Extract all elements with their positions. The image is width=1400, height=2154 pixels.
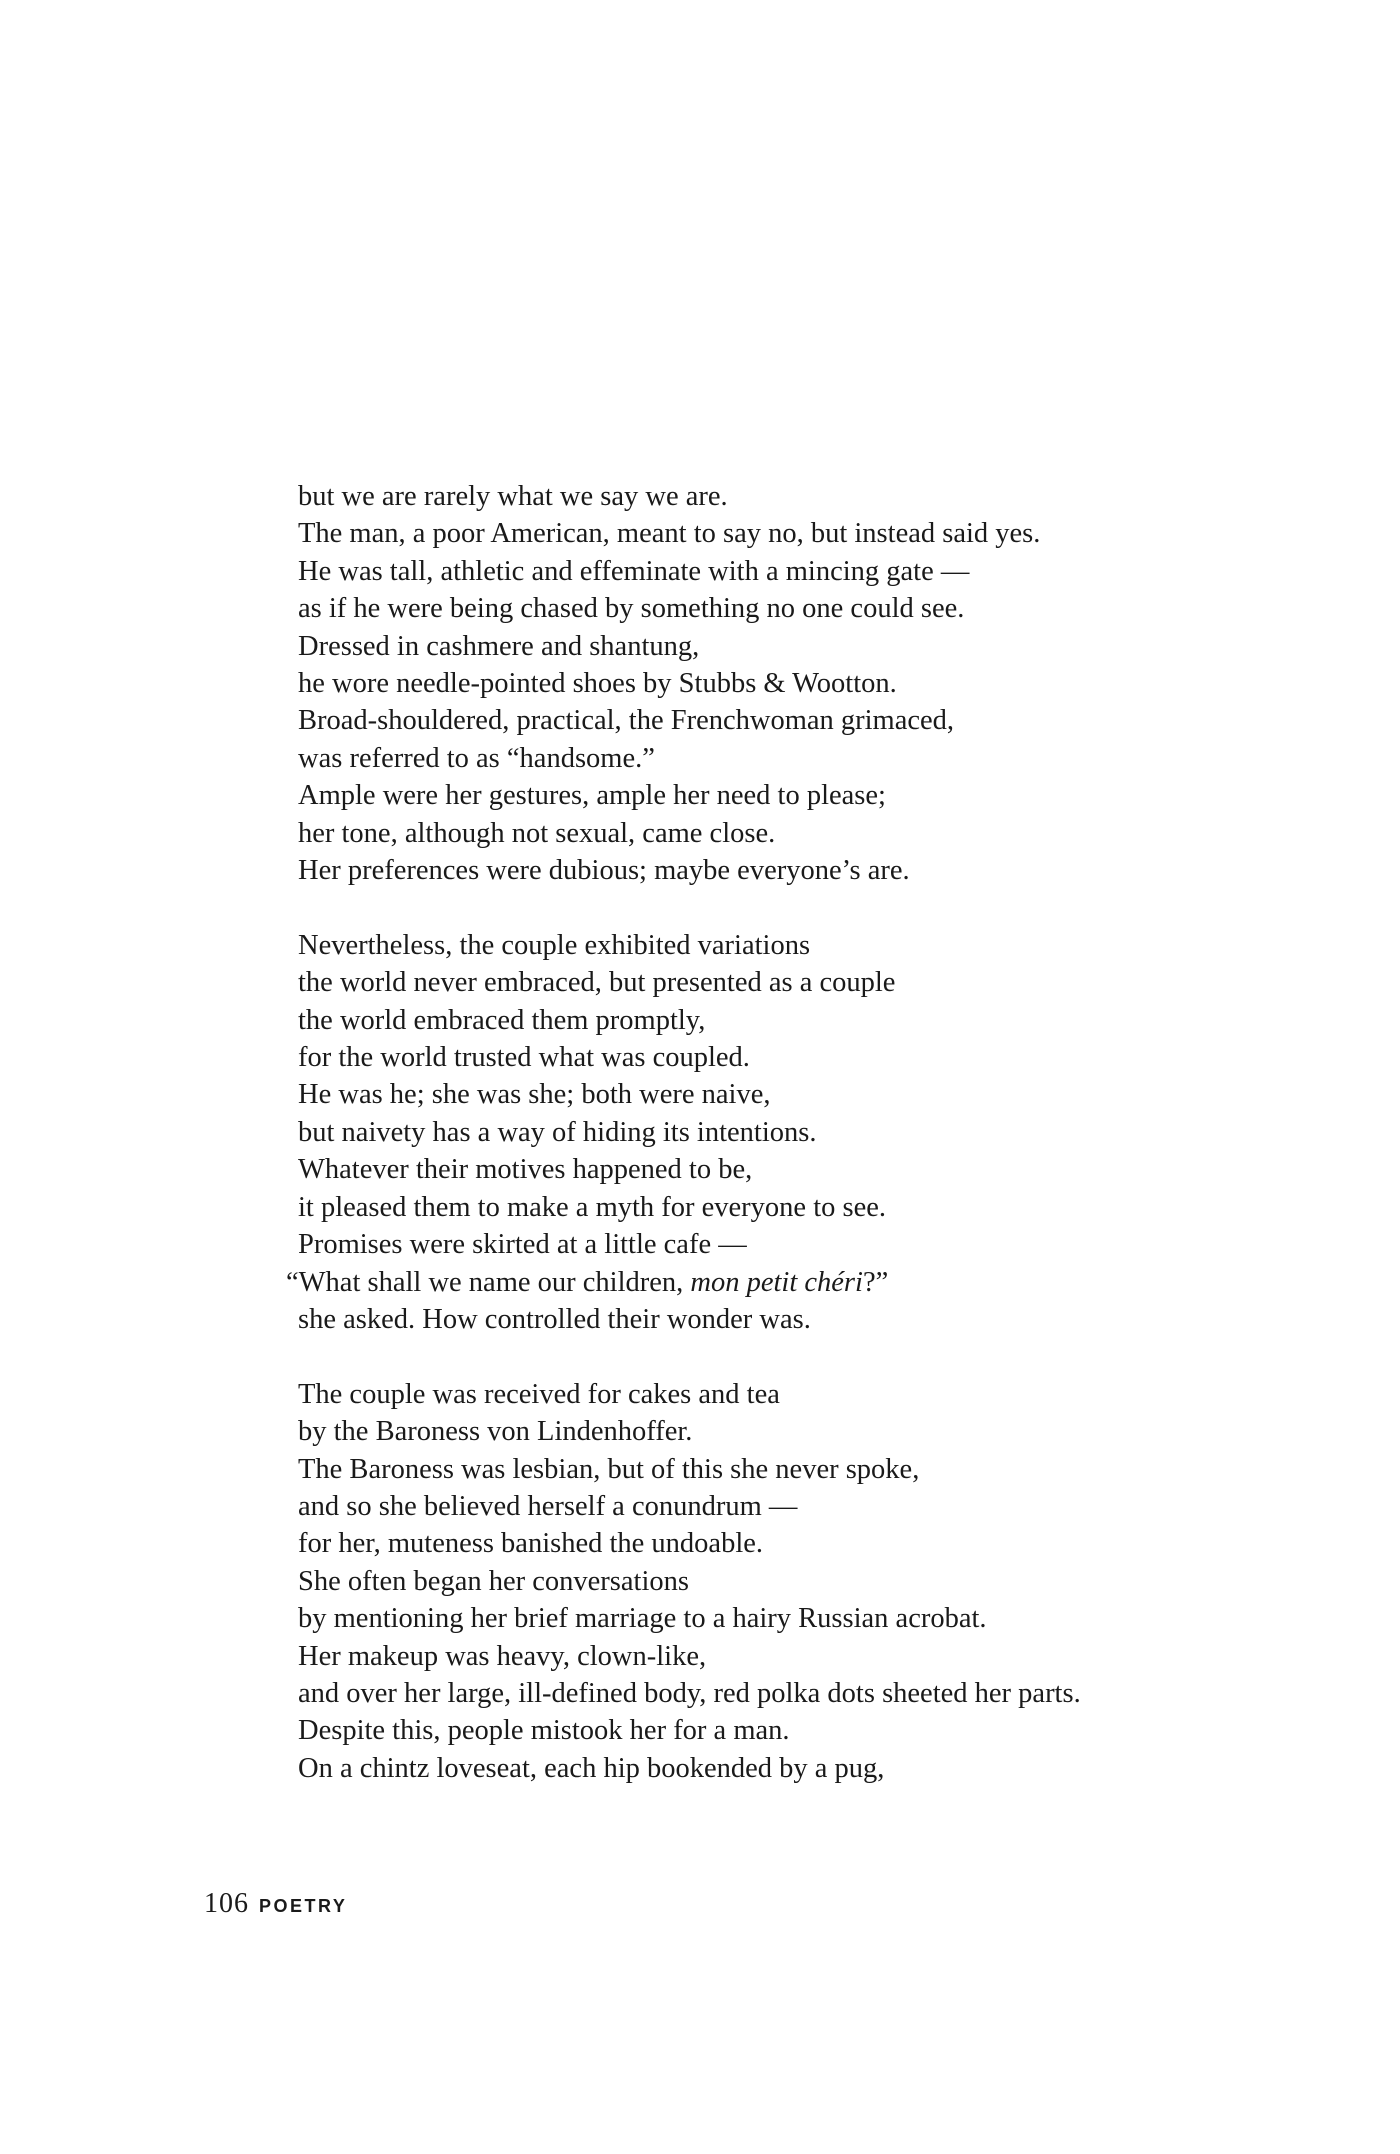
stanza-2 [286, 927, 1358, 1338]
poem-line: The couple was received for cakes and tea [298, 1378, 780, 1410]
poem-line: for her, muteness banished the undoable. [298, 1528, 764, 1560]
poem-line: Her makeup was heavy, clown-like, [298, 1640, 707, 1672]
poem-line: Despite this, people mistook her for a man. [298, 1715, 790, 1747]
poem-line: Ample were her gestures, ample her need to please; [298, 780, 886, 812]
page-footer [204, 1888, 347, 1920]
poem-line: On a chintz loveseat, each hip bookended by a pug, [298, 1752, 885, 1784]
poem-body [286, 478, 1358, 1787]
quote-end: ?” [862, 1266, 889, 1298]
italic-phrase: mon petit chéri [690, 1266, 863, 1298]
poem-line: it pleased them to make a myth for everyone to see. [298, 1191, 887, 1223]
poem-line: Whatever their motives happened to be, [298, 1154, 753, 1186]
poem-line: but naivety has a way of hiding its intentions. [298, 1116, 817, 1148]
page-number: 106 [204, 1888, 249, 1919]
poem-line: her tone, although not sexual, came close. [298, 817, 776, 849]
poem-line: The Baroness was lesbian, but of this she never spoke, [298, 1453, 920, 1485]
poem-line-quoted [286, 1264, 1358, 1301]
poem-line: but we are rarely what we say we are. [298, 481, 728, 512]
stanza-1 [298, 478, 1358, 889]
poem-line: and over her large, ill-defined body, red polka dots sheeted her parts. [298, 1677, 1081, 1709]
poem-line: She often began her conversations [298, 1565, 689, 1597]
poem-line: He was he; she was she; both were naive, [298, 1079, 771, 1111]
journal-name: POETRY [259, 1896, 348, 1916]
poem-line: for the world trusted what was coupled. [298, 1042, 750, 1074]
stanza-3 [298, 1376, 1358, 1787]
poem-line: by the Baroness von Lindenhoffer. [298, 1416, 693, 1448]
poem-line: He was tall, athletic and effeminate with a mincing gate — [298, 555, 970, 587]
poem-line: was referred to as “handsome.” [298, 742, 655, 774]
poem-line: as if he were being chased by something no one could see. [298, 593, 965, 625]
poem-line: Promises were skirted at a little cafe — [298, 1229, 747, 1261]
poem-line: Broad-shouldered, practical, the Frenchwoman grimaced, [298, 705, 955, 737]
poem-line: and so she believed herself a conundrum — [298, 1490, 798, 1522]
poem-line: Nevertheless, the couple exhibited variations [298, 929, 811, 961]
quote-text: “What shall we name our children, [286, 1266, 691, 1298]
poem-line: he wore needle-pointed shoes by Stubbs & Wootton. [298, 668, 897, 700]
poem-line: the world embraced them promptly, [298, 1004, 706, 1036]
poem-line: the world never embraced, but presented as a couple [298, 967, 896, 999]
poem-line: The man, a poor American, meant to say no, but instead said yes. [298, 518, 1041, 550]
poem-line: Dressed in cashmere and shantung, [298, 630, 700, 662]
poem-line: by mentioning her brief marriage to a hairy Russian acrobat. [298, 1603, 987, 1635]
poem-line: she asked. How controlled their wonder was. [298, 1303, 811, 1335]
poem-line: Her preferences were dubious; maybe everyone’s are. [298, 855, 910, 887]
